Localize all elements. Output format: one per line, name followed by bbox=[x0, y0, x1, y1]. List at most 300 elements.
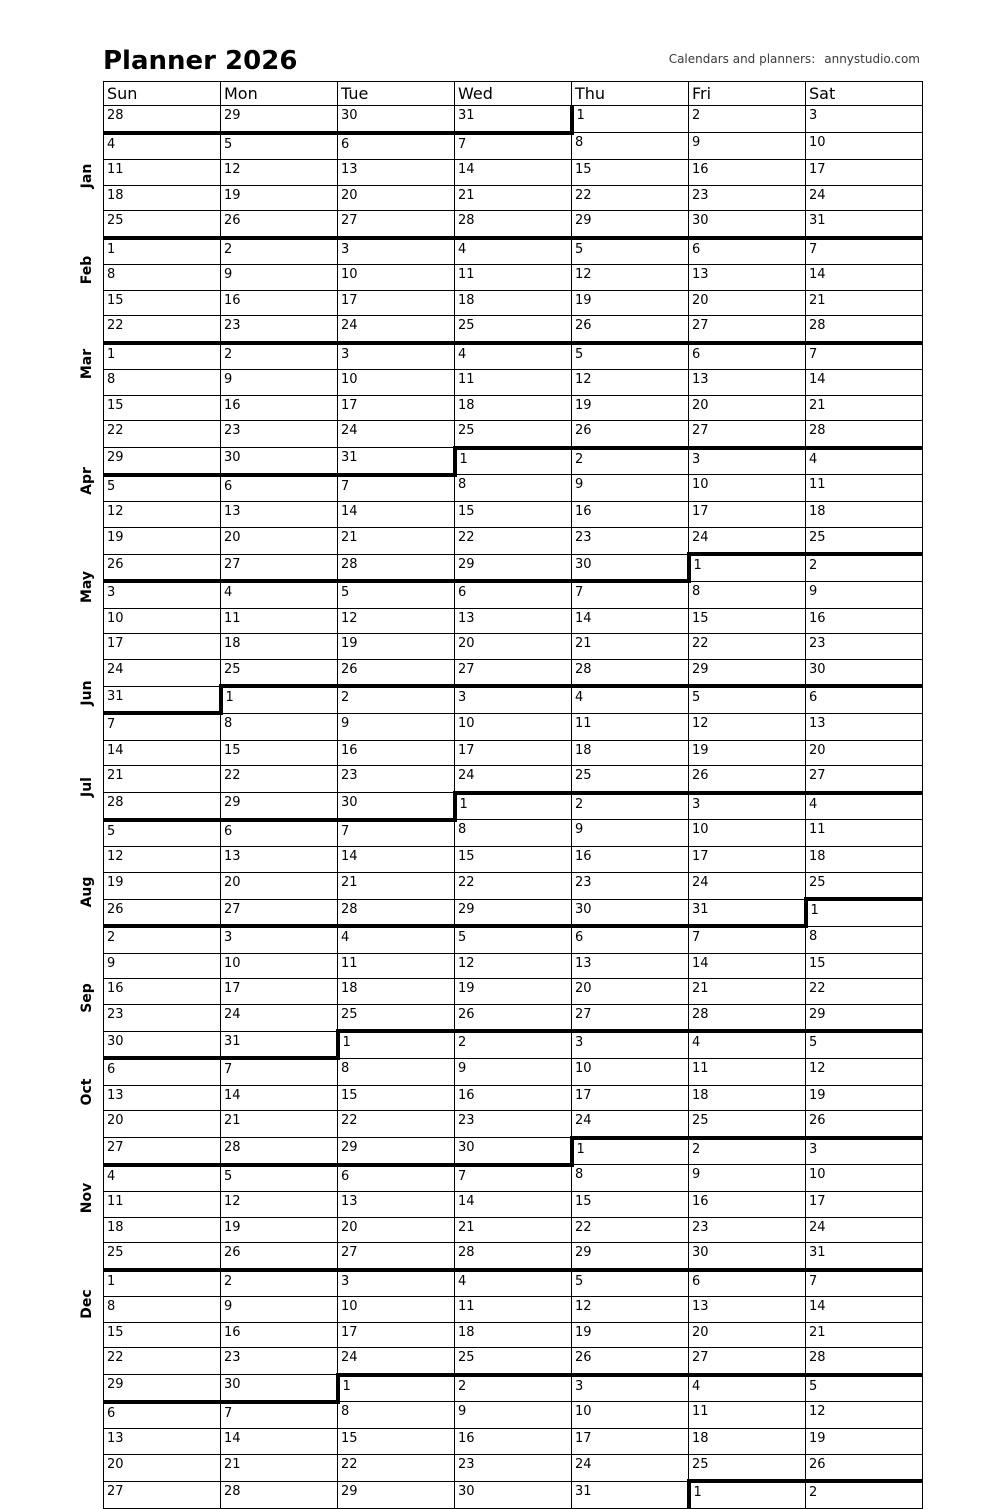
day-cell: 10 bbox=[806, 133, 923, 160]
day-cell: 28 bbox=[338, 899, 455, 926]
week-row bbox=[104, 1481, 923, 1508]
day-cell: 13 bbox=[806, 713, 923, 740]
day-cell: 14 bbox=[572, 608, 689, 634]
day-cell: 7 bbox=[689, 926, 806, 953]
day-cell: 8 bbox=[104, 370, 221, 396]
day-cell: 3 bbox=[338, 343, 455, 370]
day-cell: 27 bbox=[104, 1481, 221, 1508]
day-cell: 25 bbox=[104, 1243, 221, 1270]
day-cell: 1 bbox=[221, 686, 338, 713]
day-cell: 5 bbox=[338, 581, 455, 608]
day-cell: 23 bbox=[572, 527, 689, 554]
day-cell: 23 bbox=[221, 421, 338, 448]
week-row bbox=[104, 211, 923, 238]
day-cell: 5 bbox=[572, 238, 689, 265]
week-row bbox=[104, 1297, 923, 1323]
weekday-header-sun: Sun bbox=[104, 82, 221, 106]
day-cell: 14 bbox=[338, 502, 455, 528]
week-row bbox=[104, 502, 923, 528]
day-cell: 26 bbox=[572, 421, 689, 448]
day-cell: 7 bbox=[104, 713, 221, 740]
day-cell: 13 bbox=[572, 953, 689, 979]
day-cell: 4 bbox=[338, 926, 455, 953]
credit-line bbox=[669, 52, 920, 66]
day-cell: 10 bbox=[689, 475, 806, 502]
day-cell: 24 bbox=[572, 1111, 689, 1138]
week-row bbox=[104, 1454, 923, 1481]
week-row bbox=[104, 1270, 923, 1297]
day-cell: 31 bbox=[572, 1481, 689, 1508]
day-cell: 29 bbox=[455, 899, 572, 926]
day-cell: 24 bbox=[806, 185, 923, 211]
day-cell: 27 bbox=[689, 1348, 806, 1375]
day-cell: 22 bbox=[104, 1348, 221, 1375]
day-cell: 1 bbox=[455, 793, 572, 820]
day-cell: 2 bbox=[455, 1375, 572, 1402]
day-cell: 21 bbox=[455, 1217, 572, 1243]
day-cell: 5 bbox=[104, 820, 221, 847]
day-cell: 16 bbox=[338, 740, 455, 766]
day-cell: 3 bbox=[689, 448, 806, 475]
week-row bbox=[104, 527, 923, 554]
week-row bbox=[104, 316, 923, 343]
day-cell: 19 bbox=[572, 290, 689, 316]
day-cell: 10 bbox=[572, 1402, 689, 1429]
day-cell: 30 bbox=[572, 899, 689, 926]
day-cell: 26 bbox=[221, 1243, 338, 1270]
day-cell: 1 bbox=[104, 343, 221, 370]
week-row bbox=[104, 475, 923, 502]
day-cell: 1 bbox=[806, 899, 923, 926]
day-cell: 21 bbox=[338, 527, 455, 554]
day-cell: 22 bbox=[338, 1111, 455, 1138]
day-cell: 24 bbox=[338, 1348, 455, 1375]
day-cell: 19 bbox=[104, 527, 221, 554]
day-cell: 26 bbox=[806, 1111, 923, 1138]
day-cell: 11 bbox=[455, 1297, 572, 1323]
day-cell: 30 bbox=[221, 1375, 338, 1402]
day-cell: 14 bbox=[338, 847, 455, 873]
day-cell: 16 bbox=[455, 1429, 572, 1455]
day-cell: 20 bbox=[338, 185, 455, 211]
day-cell: 18 bbox=[455, 290, 572, 316]
week-row bbox=[104, 106, 923, 133]
day-cell: 15 bbox=[104, 395, 221, 421]
month-label-nov: Nov bbox=[79, 1182, 95, 1213]
day-cell: 26 bbox=[572, 316, 689, 343]
day-cell: 22 bbox=[455, 872, 572, 899]
day-cell: 22 bbox=[689, 634, 806, 660]
day-cell: 12 bbox=[104, 502, 221, 528]
day-cell: 25 bbox=[806, 872, 923, 899]
day-cell: 18 bbox=[455, 395, 572, 421]
day-cell: 23 bbox=[338, 766, 455, 793]
day-cell: 23 bbox=[806, 634, 923, 660]
day-cell: 12 bbox=[689, 713, 806, 740]
day-cell: 9 bbox=[104, 953, 221, 979]
day-cell: 27 bbox=[338, 211, 455, 238]
week-row bbox=[104, 1165, 923, 1192]
week-row bbox=[104, 1217, 923, 1243]
day-cell: 7 bbox=[221, 1058, 338, 1085]
week-row bbox=[104, 659, 923, 686]
day-cell: 12 bbox=[806, 1058, 923, 1085]
day-cell: 2 bbox=[455, 1031, 572, 1058]
day-cell: 12 bbox=[572, 1297, 689, 1323]
week-row bbox=[104, 1004, 923, 1031]
day-cell: 25 bbox=[455, 421, 572, 448]
day-cell: 21 bbox=[806, 290, 923, 316]
day-cell: 9 bbox=[221, 370, 338, 396]
week-row bbox=[104, 1138, 923, 1165]
day-cell: 14 bbox=[221, 1429, 338, 1455]
day-cell: 19 bbox=[338, 634, 455, 660]
day-cell: 8 bbox=[689, 581, 806, 608]
day-cell: 27 bbox=[455, 659, 572, 686]
day-cell: 3 bbox=[572, 1375, 689, 1402]
day-cell: 3 bbox=[338, 1270, 455, 1297]
day-cell: 23 bbox=[572, 872, 689, 899]
day-cell: 12 bbox=[572, 265, 689, 291]
day-cell: 22 bbox=[221, 766, 338, 793]
day-cell: 8 bbox=[572, 133, 689, 160]
week-row bbox=[104, 953, 923, 979]
day-cell: 17 bbox=[338, 290, 455, 316]
day-cell: 4 bbox=[689, 1031, 806, 1058]
day-cell: 19 bbox=[572, 395, 689, 421]
day-cell: 28 bbox=[806, 421, 923, 448]
day-cell: 27 bbox=[689, 421, 806, 448]
day-cell: 5 bbox=[221, 133, 338, 160]
weekday-header-mon: Mon bbox=[221, 82, 338, 106]
day-cell: 15 bbox=[221, 740, 338, 766]
day-cell: 30 bbox=[572, 554, 689, 581]
week-row bbox=[104, 979, 923, 1005]
day-cell: 15 bbox=[689, 608, 806, 634]
day-cell: 18 bbox=[104, 185, 221, 211]
week-row bbox=[104, 608, 923, 634]
weekday-header-fri: Fri bbox=[689, 82, 806, 106]
day-cell: 4 bbox=[104, 1165, 221, 1192]
day-cell: 29 bbox=[689, 659, 806, 686]
day-cell: 26 bbox=[689, 766, 806, 793]
day-cell: 15 bbox=[572, 1192, 689, 1218]
day-cell: 23 bbox=[455, 1111, 572, 1138]
day-cell: 6 bbox=[338, 1165, 455, 1192]
day-cell: 22 bbox=[338, 1454, 455, 1481]
day-cell: 31 bbox=[806, 1243, 923, 1270]
day-cell: 23 bbox=[689, 185, 806, 211]
day-cell: 14 bbox=[104, 740, 221, 766]
day-cell: 16 bbox=[572, 502, 689, 528]
calendar bbox=[79, 81, 923, 1509]
day-cell: 18 bbox=[689, 1429, 806, 1455]
day-cell: 21 bbox=[572, 634, 689, 660]
day-cell: 20 bbox=[806, 740, 923, 766]
day-cell: 19 bbox=[572, 1322, 689, 1348]
day-cell: 6 bbox=[572, 926, 689, 953]
week-row bbox=[104, 820, 923, 847]
month-label-feb: Feb bbox=[79, 255, 95, 284]
week-row bbox=[104, 421, 923, 448]
day-cell: 2 bbox=[689, 1138, 806, 1165]
day-cell: 23 bbox=[104, 1004, 221, 1031]
day-cell: 8 bbox=[455, 820, 572, 847]
day-cell: 30 bbox=[806, 659, 923, 686]
day-cell: 8 bbox=[221, 713, 338, 740]
day-cell: 13 bbox=[455, 608, 572, 634]
weekday-header-tue: Tue bbox=[338, 82, 455, 106]
day-cell: 14 bbox=[455, 160, 572, 186]
day-cell: 21 bbox=[806, 395, 923, 421]
day-cell: 3 bbox=[221, 926, 338, 953]
week-row bbox=[104, 713, 923, 740]
day-cell: 10 bbox=[104, 608, 221, 634]
day-cell: 11 bbox=[689, 1058, 806, 1085]
day-cell: 17 bbox=[689, 502, 806, 528]
week-row bbox=[104, 1111, 923, 1138]
day-cell: 24 bbox=[806, 1217, 923, 1243]
day-cell: 28 bbox=[104, 793, 221, 820]
day-cell: 30 bbox=[455, 1138, 572, 1165]
month-label-jul: Jul bbox=[79, 776, 95, 797]
week-row bbox=[104, 370, 923, 396]
day-cell: 13 bbox=[104, 1085, 221, 1111]
day-cell: 19 bbox=[221, 1217, 338, 1243]
weekday-header-row bbox=[104, 82, 923, 106]
weekday-header-thu: Thu bbox=[572, 82, 689, 106]
day-cell: 26 bbox=[455, 1004, 572, 1031]
day-cell: 16 bbox=[806, 608, 923, 634]
day-cell: 14 bbox=[806, 1297, 923, 1323]
day-cell: 28 bbox=[806, 1348, 923, 1375]
day-cell: 10 bbox=[221, 953, 338, 979]
day-cell: 23 bbox=[221, 316, 338, 343]
day-cell: 26 bbox=[104, 554, 221, 581]
day-cell: 3 bbox=[455, 686, 572, 713]
day-cell: 2 bbox=[806, 554, 923, 581]
month-label-dec: Dec bbox=[79, 1288, 95, 1319]
week-row bbox=[104, 265, 923, 291]
day-cell: 28 bbox=[221, 1138, 338, 1165]
month-label-apr: Apr bbox=[79, 467, 95, 495]
day-cell: 30 bbox=[689, 211, 806, 238]
day-cell: 9 bbox=[455, 1058, 572, 1085]
day-cell: 28 bbox=[572, 659, 689, 686]
day-cell: 24 bbox=[572, 1454, 689, 1481]
day-cell: 30 bbox=[338, 793, 455, 820]
day-cell: 19 bbox=[806, 1085, 923, 1111]
day-cell: 10 bbox=[689, 820, 806, 847]
week-row bbox=[104, 133, 923, 160]
day-cell: 6 bbox=[689, 1270, 806, 1297]
day-cell: 11 bbox=[806, 475, 923, 502]
day-cell: 5 bbox=[104, 475, 221, 502]
day-cell: 17 bbox=[338, 395, 455, 421]
day-cell: 11 bbox=[338, 953, 455, 979]
day-cell: 9 bbox=[689, 133, 806, 160]
day-cell: 5 bbox=[806, 1375, 923, 1402]
day-cell: 8 bbox=[104, 1297, 221, 1323]
day-cell: 3 bbox=[338, 238, 455, 265]
week-row bbox=[104, 1058, 923, 1085]
day-cell: 14 bbox=[806, 370, 923, 396]
week-row bbox=[104, 766, 923, 793]
day-cell: 24 bbox=[689, 527, 806, 554]
day-cell: 19 bbox=[455, 979, 572, 1005]
day-cell: 11 bbox=[455, 265, 572, 291]
day-cell: 11 bbox=[806, 820, 923, 847]
day-cell: 2 bbox=[221, 343, 338, 370]
week-row bbox=[104, 290, 923, 316]
day-cell: 7 bbox=[455, 133, 572, 160]
day-cell: 18 bbox=[221, 634, 338, 660]
day-cell: 29 bbox=[572, 211, 689, 238]
weekday-header-sat: Sat bbox=[806, 82, 923, 106]
day-cell: 21 bbox=[338, 872, 455, 899]
day-cell: 29 bbox=[338, 1481, 455, 1508]
day-cell: 30 bbox=[104, 1031, 221, 1058]
week-row bbox=[104, 1348, 923, 1375]
month-label-aug: Aug bbox=[79, 876, 95, 908]
day-cell: 22 bbox=[572, 1217, 689, 1243]
day-cell: 16 bbox=[104, 979, 221, 1005]
day-cell: 29 bbox=[221, 106, 338, 133]
day-cell: 18 bbox=[572, 740, 689, 766]
day-cell: 20 bbox=[338, 1217, 455, 1243]
day-cell: 28 bbox=[338, 554, 455, 581]
week-row bbox=[104, 1243, 923, 1270]
day-cell: 4 bbox=[572, 686, 689, 713]
day-cell: 12 bbox=[104, 847, 221, 873]
day-cell: 26 bbox=[221, 211, 338, 238]
day-cell: 15 bbox=[104, 1322, 221, 1348]
day-cell: 29 bbox=[572, 1243, 689, 1270]
day-cell: 18 bbox=[806, 502, 923, 528]
week-row bbox=[104, 448, 923, 475]
day-cell: 12 bbox=[455, 953, 572, 979]
day-cell: 25 bbox=[572, 766, 689, 793]
day-cell: 20 bbox=[221, 527, 338, 554]
day-cell: 15 bbox=[338, 1429, 455, 1455]
day-cell: 8 bbox=[104, 265, 221, 291]
day-cell: 13 bbox=[221, 847, 338, 873]
day-cell: 2 bbox=[572, 448, 689, 475]
day-cell: 9 bbox=[806, 581, 923, 608]
day-cell: 22 bbox=[572, 185, 689, 211]
day-cell: 3 bbox=[689, 793, 806, 820]
week-row bbox=[104, 395, 923, 421]
day-cell: 15 bbox=[455, 847, 572, 873]
day-cell: 11 bbox=[572, 713, 689, 740]
day-cell: 1 bbox=[455, 448, 572, 475]
day-cell: 3 bbox=[806, 106, 923, 133]
day-cell: 30 bbox=[338, 106, 455, 133]
day-cell: 27 bbox=[221, 554, 338, 581]
day-cell: 4 bbox=[455, 343, 572, 370]
day-cell: 10 bbox=[455, 713, 572, 740]
week-row bbox=[104, 686, 923, 713]
day-cell: 29 bbox=[806, 1004, 923, 1031]
day-cell: 25 bbox=[689, 1111, 806, 1138]
day-cell: 3 bbox=[104, 581, 221, 608]
credit-label: Calendars and planners: bbox=[668, 52, 816, 66]
page-title: Planner 2026 bbox=[103, 46, 298, 76]
day-cell: 5 bbox=[806, 1031, 923, 1058]
day-cell: 15 bbox=[104, 290, 221, 316]
day-cell: 31 bbox=[806, 211, 923, 238]
day-cell: 28 bbox=[806, 316, 923, 343]
day-cell: 16 bbox=[689, 160, 806, 186]
day-cell: 23 bbox=[455, 1454, 572, 1481]
day-cell: 9 bbox=[221, 265, 338, 291]
day-cell: 22 bbox=[104, 421, 221, 448]
day-cell: 7 bbox=[572, 581, 689, 608]
day-cell: 29 bbox=[338, 1138, 455, 1165]
day-cell: 12 bbox=[806, 1402, 923, 1429]
day-cell: 9 bbox=[572, 475, 689, 502]
day-cell: 7 bbox=[338, 820, 455, 847]
day-cell: 27 bbox=[338, 1243, 455, 1270]
week-row bbox=[104, 238, 923, 265]
day-cell: 10 bbox=[806, 1165, 923, 1192]
day-cell: 4 bbox=[689, 1375, 806, 1402]
day-cell: 22 bbox=[806, 979, 923, 1005]
day-cell: 26 bbox=[104, 899, 221, 926]
day-cell: 19 bbox=[221, 185, 338, 211]
day-cell: 8 bbox=[455, 475, 572, 502]
day-cell: 5 bbox=[689, 686, 806, 713]
day-cell: 17 bbox=[338, 1322, 455, 1348]
day-cell: 4 bbox=[806, 448, 923, 475]
day-cell: 28 bbox=[455, 211, 572, 238]
day-cell: 18 bbox=[338, 979, 455, 1005]
day-cell: 16 bbox=[689, 1192, 806, 1218]
day-cell: 25 bbox=[338, 1004, 455, 1031]
day-cell: 10 bbox=[338, 370, 455, 396]
week-row bbox=[104, 1085, 923, 1111]
day-cell: 2 bbox=[806, 1481, 923, 1508]
day-cell: 4 bbox=[455, 1270, 572, 1297]
day-cell: 13 bbox=[689, 370, 806, 396]
day-cell: 2 bbox=[338, 686, 455, 713]
day-cell: 11 bbox=[221, 608, 338, 634]
day-cell: 3 bbox=[572, 1031, 689, 1058]
day-cell: 26 bbox=[338, 659, 455, 686]
day-cell: 10 bbox=[572, 1058, 689, 1085]
month-label-sep: Sep bbox=[79, 983, 95, 1013]
day-cell: 7 bbox=[338, 475, 455, 502]
day-cell: 26 bbox=[572, 1348, 689, 1375]
day-cell: 8 bbox=[572, 1165, 689, 1192]
day-cell: 1 bbox=[338, 1031, 455, 1058]
day-cell: 31 bbox=[104, 686, 221, 713]
week-row bbox=[104, 926, 923, 953]
day-cell: 13 bbox=[104, 1429, 221, 1455]
day-cell: 28 bbox=[104, 106, 221, 133]
day-cell: 18 bbox=[806, 847, 923, 873]
day-cell: 6 bbox=[338, 133, 455, 160]
day-cell: 17 bbox=[806, 1192, 923, 1218]
day-cell: 18 bbox=[689, 1085, 806, 1111]
day-cell: 6 bbox=[455, 581, 572, 608]
day-cell: 4 bbox=[806, 793, 923, 820]
day-cell: 3 bbox=[806, 1138, 923, 1165]
day-cell: 16 bbox=[572, 847, 689, 873]
day-cell: 6 bbox=[689, 238, 806, 265]
day-cell: 11 bbox=[104, 1192, 221, 1218]
day-cell: 18 bbox=[104, 1217, 221, 1243]
